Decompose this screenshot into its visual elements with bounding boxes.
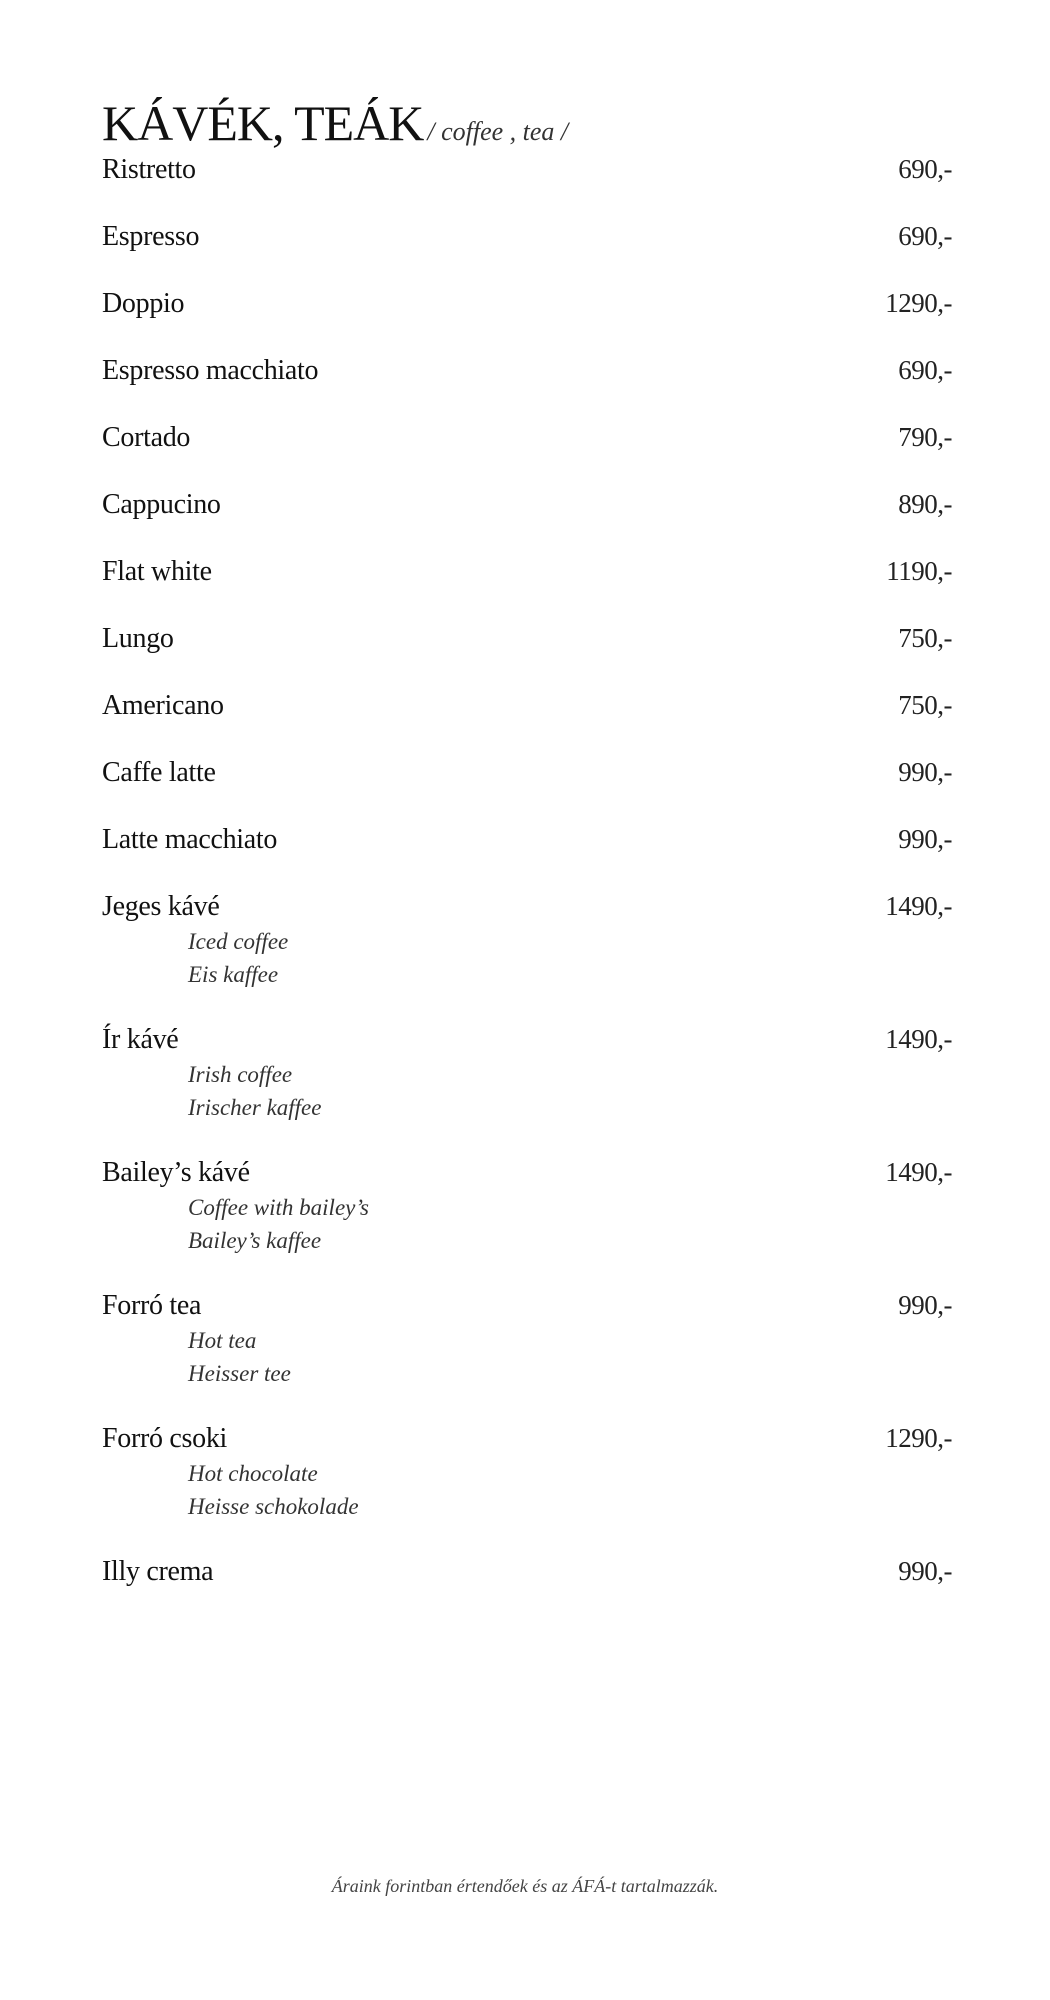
- item-price: 990,-: [898, 757, 952, 787]
- item-name: Jeges kávé: [102, 891, 220, 922]
- item-translation-de: Heisse schokolade: [188, 1494, 359, 1519]
- menu-item: [102, 753, 952, 791]
- menu-item: [102, 887, 952, 991]
- menu-items: [102, 150, 952, 1590]
- menu-item: [102, 418, 952, 456]
- item-name: Americano: [102, 690, 224, 721]
- item-name: Bailey’s kávé: [102, 1157, 250, 1188]
- menu-heading: [102, 92, 952, 154]
- menu-item: [102, 150, 952, 188]
- item-price: 990,-: [898, 1290, 952, 1320]
- item-name: Caffe latte: [102, 757, 216, 788]
- item-name: Forró tea: [102, 1290, 202, 1321]
- menu-item: [102, 1286, 952, 1390]
- item-name: Espresso: [102, 221, 200, 252]
- item-name: Espresso macchiato: [102, 355, 319, 386]
- item-translation-de: Heisser tee: [188, 1361, 291, 1386]
- item-name: Illy crema: [102, 1556, 214, 1587]
- item-price: 890,-: [898, 489, 952, 519]
- menu-item: [102, 1552, 952, 1590]
- item-translation-en: Irish coffee: [188, 1062, 293, 1087]
- item-name: Lungo: [102, 623, 174, 654]
- menu-item: [102, 1153, 952, 1257]
- item-price: 790,-: [898, 422, 952, 452]
- menu-item: [102, 686, 952, 724]
- item-price: 690,-: [898, 154, 952, 184]
- item-price: 690,-: [898, 355, 952, 385]
- item-price: 1190,-: [886, 556, 952, 586]
- item-translation-de: Eis kaffee: [188, 962, 279, 987]
- menu-item: [102, 552, 952, 590]
- menu-item: [102, 1020, 952, 1124]
- item-price: 690,-: [898, 221, 952, 251]
- menu-item: [102, 820, 952, 858]
- item-translation-en: Iced coffee: [188, 929, 289, 954]
- menu-item: [102, 485, 952, 523]
- heading-title: KÁVÉK, TEÁK: [102, 95, 424, 151]
- item-name: Cappucino: [102, 489, 221, 520]
- item-name: Flat white: [102, 556, 212, 587]
- item-price: 750,-: [898, 623, 952, 653]
- menu-page: [102, 92, 952, 1619]
- item-name: Ristretto: [102, 154, 196, 185]
- item-translation-de: Bailey’s kaffee: [188, 1228, 322, 1253]
- item-translation-en: Hot chocolate: [188, 1461, 318, 1486]
- item-price: 1490,-: [885, 1024, 952, 1054]
- item-name: Ír kávé: [102, 1024, 179, 1055]
- menu-item: [102, 619, 952, 657]
- item-price: 1490,-: [885, 891, 952, 921]
- menu-item: [102, 284, 952, 322]
- item-translation-de: Irischer kaffee: [188, 1095, 322, 1120]
- item-translation-en: Hot tea: [188, 1328, 257, 1353]
- item-name: Forró csoki: [102, 1423, 228, 1454]
- item-price: 1290,-: [885, 288, 952, 318]
- item-name: Cortado: [102, 422, 191, 453]
- item-price: 990,-: [898, 1556, 952, 1586]
- item-price: 1490,-: [885, 1157, 952, 1187]
- heading-subtitle: / coffee , tea /: [427, 117, 569, 146]
- item-translation-en: Coffee with bailey’s: [188, 1195, 370, 1220]
- price-note: Áraink forintban értendőek és az ÁFÁ-t tartalmazzák.: [331, 1876, 719, 1896]
- item-name: Doppio: [102, 288, 185, 319]
- item-price: 750,-: [898, 690, 952, 720]
- menu-item: [102, 351, 952, 389]
- item-price: 1290,-: [885, 1423, 952, 1453]
- menu-item: [102, 1419, 952, 1523]
- menu-item: [102, 217, 952, 255]
- item-name: Latte macchiato: [102, 824, 278, 855]
- item-price: 990,-: [898, 824, 952, 854]
